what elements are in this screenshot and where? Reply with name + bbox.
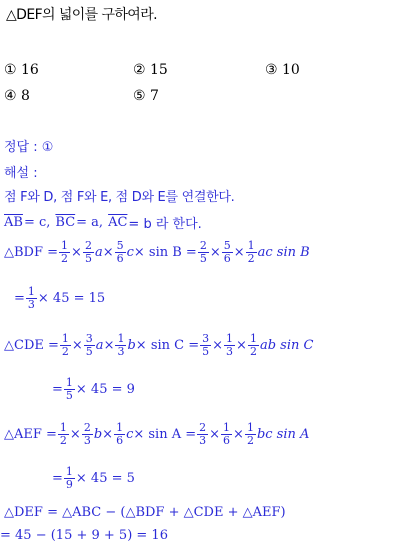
explanation-step2 (4, 213, 202, 232)
choice-1[interactable] (4, 62, 39, 78)
choice-3[interactable] (265, 62, 300, 78)
choice-mark: ① (4, 62, 17, 78)
question-text: △DEF의 넓이를 구하여라. (6, 7, 157, 23)
fraction: $\frac{1}{3}$ (27, 285, 35, 311)
fraction: $\frac{5}{6}$ (223, 239, 231, 265)
choice-value: 16 (21, 62, 39, 78)
fraction: $\frac{1}{2}$ (61, 332, 69, 358)
fraction: $\frac{1}{3}$ (117, 332, 125, 358)
fraction: $\frac{3}{5}$ (85, 332, 93, 358)
segment-bc: $\overline{BC}$ (55, 215, 76, 230)
fraction: $\frac{2}{5}$ (84, 239, 92, 265)
fraction: $\frac{1}{9}$ (65, 465, 73, 491)
choice-value: 8 (21, 88, 30, 104)
segment-ac: $\overline{AC}$ (108, 215, 128, 230)
fraction: $\frac{1}{2}$ (246, 421, 254, 447)
answer-label: 정답 : (4, 140, 38, 155)
choice-value: 10 (282, 62, 300, 78)
final-result: = 45 − (15 + 9 + 5) = 16 (0, 528, 168, 543)
choice-2[interactable] (133, 62, 168, 78)
aef-result: = $\frac{1}{9}$ × 45 = 5 (52, 465, 135, 491)
fraction: $\frac{1}{2}$ (247, 239, 255, 265)
choice-value: 7 (150, 88, 159, 104)
fraction: $\frac{2}{5}$ (199, 239, 207, 265)
choice-mark: ⑤ (133, 88, 146, 104)
fraction: $\frac{1}{3}$ (226, 332, 234, 358)
fraction: $\frac{1}{2}$ (59, 421, 67, 447)
segment-ab-eq: = c, (23, 215, 51, 230)
cde-equation: △CDE = $\frac{1}{2}$ × $\frac{3}{5}$ a × $\frac{1}{3}$ b × sin C = $\frac{3}{5}$ × $\frac{1}{3}$ × $\frac{1}{2}$ ab sin C (4, 332, 314, 358)
choice-mark: ③ (265, 62, 278, 78)
fraction: $\frac{1}{2}$ (249, 332, 257, 358)
fraction: $\frac{1}{5}$ (65, 376, 73, 402)
segment-ac-eq: = b 라 한다. (128, 217, 202, 232)
aef-lhs: △AEF = (4, 427, 57, 442)
segment-bc-eq: = a, (76, 215, 104, 230)
fraction: $\frac{2}{3}$ (199, 421, 207, 447)
def-equation: △DEF = △ABC − (△BDF + △CDE + △AEF) (4, 505, 286, 520)
aef-equation: △AEF = $\frac{1}{2}$ × $\frac{2}{3}$ b × $\frac{1}{6}$ c × sin A = $\frac{2}{3}$ × $\frac{1}{6}$ × $\frac{1}{2}$ bc sin A (4, 421, 310, 447)
cde-lhs: △CDE = (4, 338, 59, 353)
choice-mark: ④ (4, 88, 17, 104)
choice-5[interactable] (133, 88, 159, 104)
choice-mark: ② (133, 62, 146, 78)
explanation-label: 해설 : (4, 166, 38, 181)
explanation-step1: 점 F와 D, 점 F와 E, 점 D와 E를 연결한다. (4, 190, 235, 205)
cde-result: = $\frac{1}{5}$ × 45 = 9 (52, 376, 135, 402)
choice-value: 15 (150, 62, 168, 78)
choice-4[interactable] (4, 88, 30, 104)
bdf-result: = $\frac{1}{3}$ × 45 = 15 (14, 285, 106, 311)
bdf-equation: △BDF = $\frac{1}{2}$ × $\frac{2}{5}$ a × $\frac{5}{6}$ c × sin B = $\frac{2}{5}$ × $\frac{5}{6}$ × $\frac{1}{2}$ ac sin B (4, 239, 310, 265)
fraction: $\frac{2}{3}$ (83, 421, 91, 447)
answer-value: ① (41, 140, 54, 155)
fraction: $\frac{1}{2}$ (61, 239, 69, 265)
fraction: $\frac{3}{5}$ (202, 332, 210, 358)
fraction: $\frac{1}{6}$ (116, 421, 124, 447)
bdf-lhs: △BDF = (4, 245, 59, 260)
fraction: $\frac{1}{6}$ (223, 421, 231, 447)
answer-line (4, 136, 53, 155)
fraction: $\frac{5}{6}$ (116, 239, 124, 265)
segment-ab: $\overline{AB}$ (4, 215, 23, 230)
